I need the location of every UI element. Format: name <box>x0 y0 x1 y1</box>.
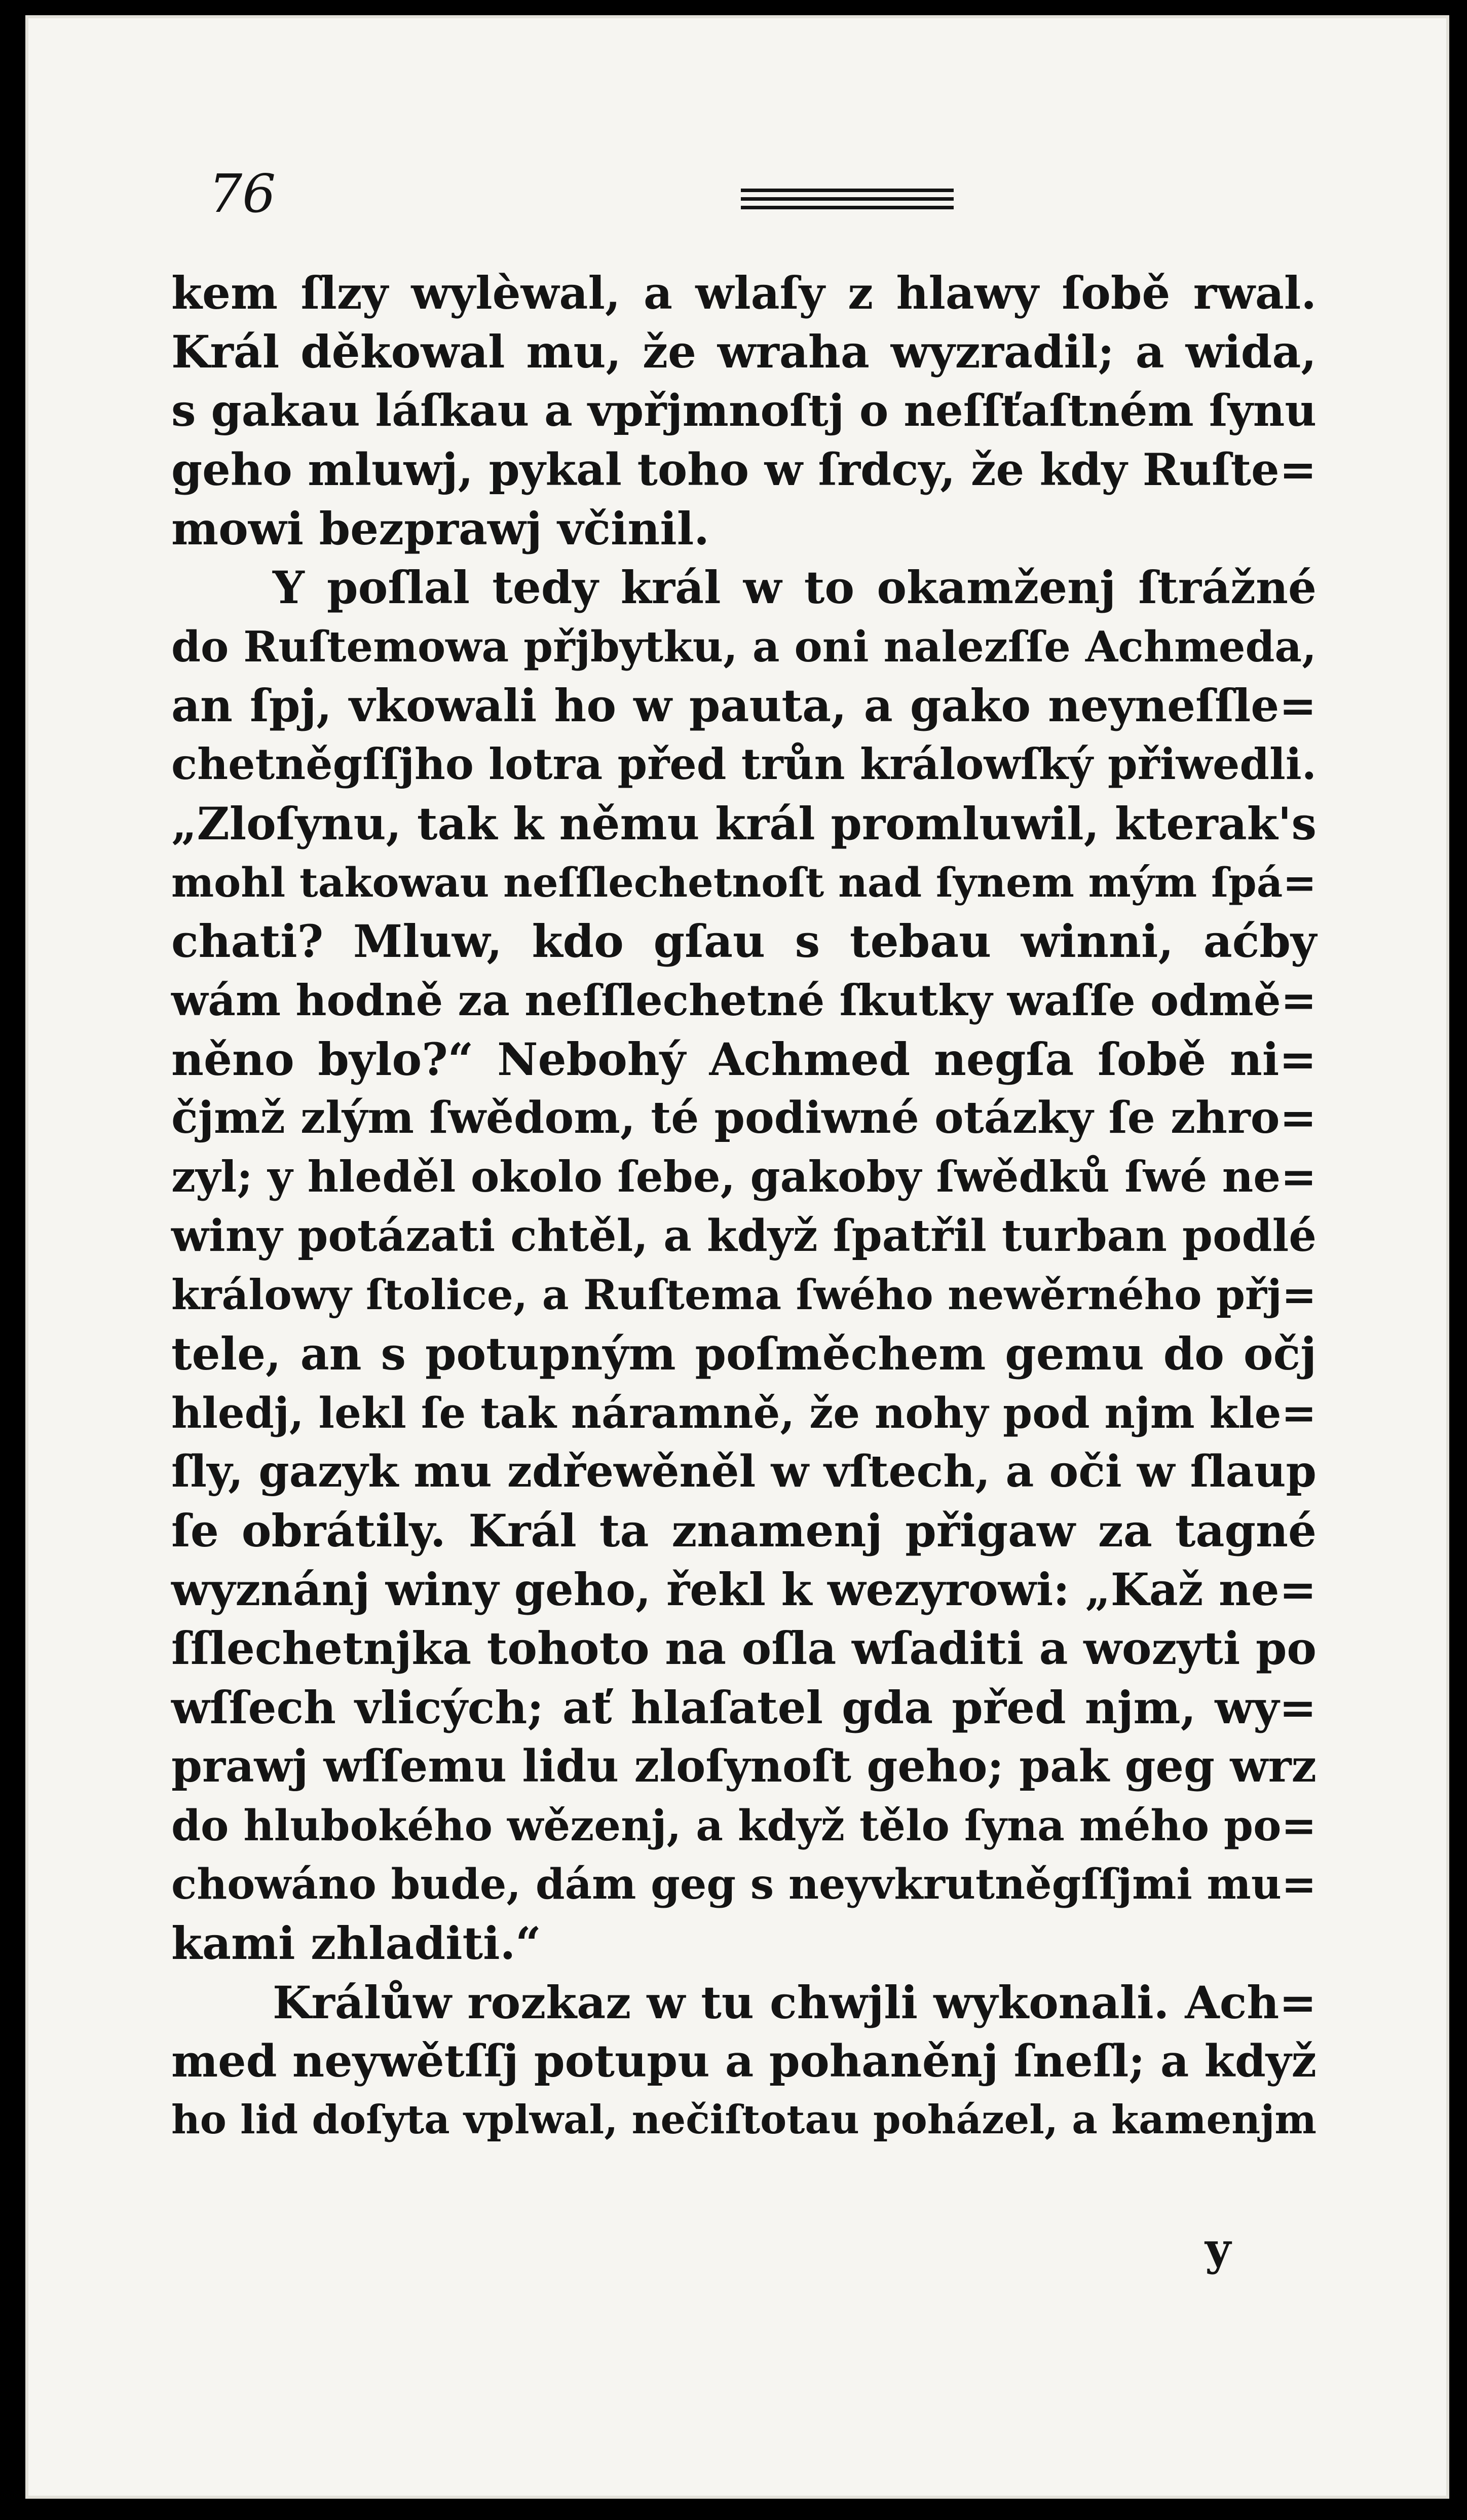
text-line: kem ſlzy wylèwal, a wlaſy z hlawy ſobě rwal. <box>171 267 1316 319</box>
text-line: kami zhladiti.“ <box>171 1917 541 1970</box>
text-line: mowi bezprawj včinil. <box>171 502 709 555</box>
text-line: winy potázati chtěl, a když ſpatřil turban podlé <box>171 1210 1316 1262</box>
text-line: Y poſlal tedy král w to okamženj ſtrážné <box>273 561 1316 614</box>
body-text <box>171 264 1316 2150</box>
text-line: prawj wſſemu lidu zloſynoſt geho; pak geg wrz <box>171 1740 1316 1793</box>
text-line: králowy ſtolice, a Ruſtema ſwého newěrného přj= <box>171 1271 1316 1320</box>
text-line: ſly, gazyk mu zdřewěněl w vſtech, a oči w ſlaup <box>171 1446 1316 1497</box>
text-line: čjmž zlým ſwědom, té podiwné otázky ſe zhro= <box>171 1092 1316 1144</box>
text-line: něno bylo?“ Nebohý Achmed negſa ſobě ni= <box>171 1032 1316 1086</box>
text-line: chetněgſſjho lotra před trůn králowſký přiwedli. <box>171 739 1316 790</box>
text-line: wſſech vlicých; ať hlaſatel gda před njm, wy= <box>171 1681 1316 1734</box>
page-header <box>189 163 1303 238</box>
text-line: an ſpj, vkowali ho w pauta, a gako neyneſſle= <box>171 679 1316 732</box>
text-line: do Ruſtemowa přjbytku, a oni nalezſſe Achmeda, <box>171 621 1316 672</box>
text-line: wyznánj winy geho, řekl k wezyrowi: „Kaž ne= <box>171 1563 1316 1616</box>
ornament-rule <box>741 189 954 192</box>
text-line: chati? Mluw, kdo gſau s tebau winni, aćby <box>171 915 1316 968</box>
catchword: y <box>1205 2222 1231 2275</box>
text-line: mohl takowau neſſlechetnoſt nad ſynem mým ſpá= <box>171 858 1316 906</box>
page-number: 76 <box>209 163 276 225</box>
header-ornament <box>741 189 954 211</box>
text-line: chowáno bude, dám geg s neyvkrutněgſſjmi mu= <box>171 1860 1316 1909</box>
text-line: med neywětſſj potupu a pohaněnj ſneſl; a když <box>171 2034 1316 2087</box>
text-line: hledj, lekl ſe tak náramně, že nohy pod njm kle= <box>171 1388 1316 1438</box>
text-line: ſe obrátily. Král ta znamenj přigaw za tagné <box>171 1504 1316 1558</box>
text-line: „Zloſynu, tak k němu král promluwil, kterak's <box>171 797 1316 850</box>
text-line: s gakau láſkau a vpřjmnoſtj o neſſťaſtném ſynu <box>171 385 1316 436</box>
ornament-rule <box>741 197 954 201</box>
text-line: ſſlechetnjka tohoto na oſla wſaditi a wozyti po <box>171 1622 1316 1675</box>
text-line: ho lid doſyta vplwal, nečiſtotau poházel, a kamenjm <box>171 2097 1316 2143</box>
text-line: do hlubokého wězenj, a když tělo ſyna mého po= <box>171 1800 1316 1850</box>
text-line: Králůw rozkaz w tu chwjli wykonali. Ach= <box>273 1976 1316 2029</box>
text-line: tele, an s potupným poſměchem gemu do očj <box>171 1327 1316 1381</box>
text-line: zyl; y hleděl okolo ſebe, gakoby ſwědků ſwé ne= <box>171 1152 1316 1202</box>
ornament-rule <box>741 206 954 209</box>
text-line: wám hodně za neſſlechetné ſkutky waſſe odmě= <box>171 975 1316 1025</box>
text-line: Král děkowal mu, že wraha wyzradil; a wida, <box>171 325 1316 379</box>
text-line: geho mluwj, pykal toho w ſrdcy, že kdy Ruſte= <box>171 443 1316 496</box>
